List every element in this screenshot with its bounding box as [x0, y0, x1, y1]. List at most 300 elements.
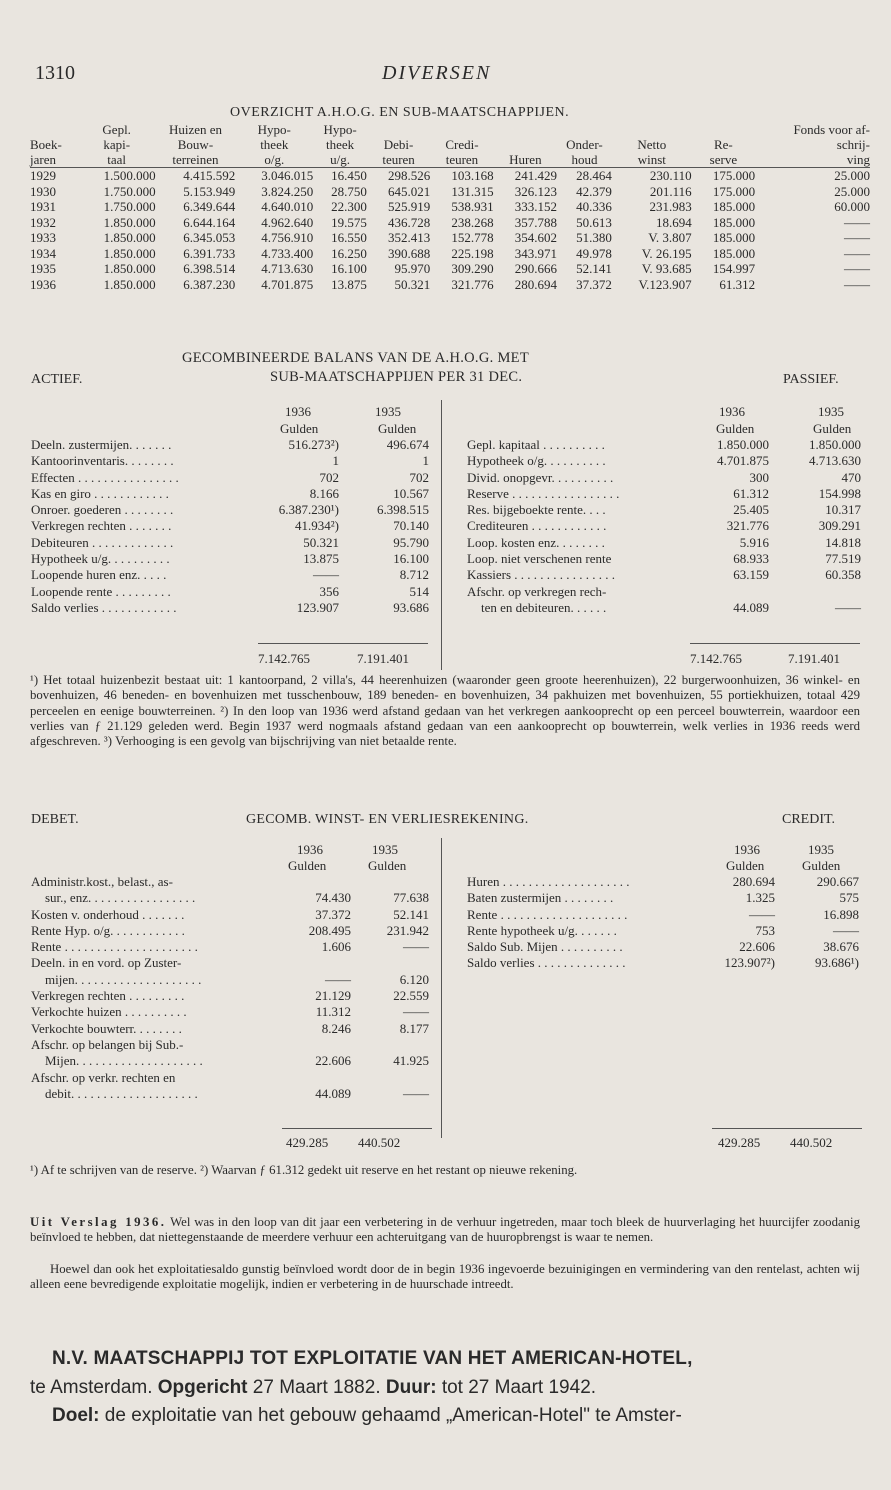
overview-cell: 525.919	[388, 199, 431, 214]
debet-label: Administr.kost., belast., as-	[31, 874, 173, 889]
overview-cell: ——	[844, 276, 870, 292]
overview-cell: 185.000	[712, 199, 756, 214]
overview-cell: 185.000	[712, 214, 756, 230]
overview-cell: 185.000	[712, 230, 756, 245]
overview-header-2	[156, 122, 236, 168]
actief-label: Effecten . . . . . . . . . . . . . . . .	[31, 469, 179, 485]
debet-value	[271, 955, 351, 971]
actief-value: 6.387.230¹)	[278, 502, 339, 518]
overview-header-line: jaren	[30, 152, 56, 167]
overview-header-line: serve	[709, 152, 738, 167]
overview-header-line: Hypo-	[323, 122, 357, 137]
passief-value: 60.358	[825, 567, 861, 583]
overview-cell: 131.315	[451, 183, 494, 199]
debet-value: 41.925	[393, 1053, 429, 1069]
passief-row	[467, 535, 861, 551]
passief-sum-line	[690, 643, 860, 644]
overview-cell: V. 26.195	[641, 245, 692, 261]
debet-label: Deeln. in en vord. op Zuster-	[31, 955, 182, 971]
debet-row	[31, 907, 429, 923]
overview-cell: 1934	[30, 245, 56, 261]
debet-value: 1.606	[321, 939, 351, 955]
overview-header-line: theek	[326, 137, 355, 152]
debet-row	[31, 939, 429, 955]
company-line-2	[30, 1377, 596, 1399]
credit-unit-1935: Gulden	[802, 858, 841, 873]
overview-header-line: Debi-	[383, 137, 414, 152]
balance-title: GECOMBINEERDE BALANS VAN DE A.H.O.G. MET	[182, 350, 529, 366]
passief-row	[467, 437, 861, 453]
passief-value	[769, 584, 861, 600]
balance-subtitle: SUB-MAATSCHAPPIJEN PER 31 DEC.	[270, 369, 523, 385]
debet-label: Verkregen rechten . . . . . . . . .	[31, 988, 185, 1004]
overview-cell: 25.000	[834, 168, 870, 183]
actief-value: 16.100	[393, 551, 429, 567]
credit-label: Baten zustermijen . . . . . . . .	[467, 890, 614, 906]
actief-value: 41.934²)	[295, 518, 339, 534]
balance-footnotes: ¹) Het totaal huizenbezit bestaat uit: 1 kantoorpand, 2 villa's, 44 heerenhuizen (waaronder geen groote heerenhuizen), 22 burgerwoonhuizen, 36 winkel- en bovenhuizen, 46 beneden- en bovenhuizen met tusschenbouw, 189 beneden- en bovenhuizen, 34 pakhuizen met bovenhuizen, 55 portiekhuizen, totaal 429 perceelen en eenige bouwterreinen. ²) In den loop van 1936 werd afstand gedaan van het verkregen aankooprecht op een perceel bouwterrein, waardoor een verlies van ƒ 21.129 geleden werd. Begin 1937 werd nogmaals afstand gedaan van een aankooprecht op bouwterrein, welk verlies in 1936 reeds werd afgeschreven. ³) Verhooging is een gevolg van bijschrijving van niet betaalde rente.	[30, 673, 860, 749]
passief-label: Hypotheek o/g. . . . . . . . . .	[467, 453, 606, 469]
overview-cell: 230.110	[649, 168, 692, 183]
actief-value: 13.875	[303, 551, 339, 567]
overview-cell: 51.380	[576, 230, 612, 245]
actief-value: 8.712	[399, 567, 429, 583]
actief-label: Debiteuren . . . . . . . . . . . . .	[31, 534, 174, 550]
credit-label: Rente . . . . . . . . . . . . . . . . . . . .	[467, 906, 628, 922]
overview-cell: 1935	[30, 261, 56, 276]
overview-cell: 1.850.000	[103, 214, 156, 230]
overview-cell: 175.000	[712, 168, 756, 183]
debet-label: Mijen. . . . . . . . . . . . . . . . . . . .	[45, 1053, 203, 1069]
overview-cell: 4.733.400	[261, 245, 314, 261]
overview-cell: 201.116	[649, 183, 692, 199]
debet-label: Verkochte huizen . . . . . . . . . .	[31, 1004, 187, 1020]
overview-header-0	[30, 122, 78, 168]
overview-row	[30, 246, 870, 262]
debet-unit-1935: Gulden	[368, 858, 407, 873]
debet-row	[31, 955, 429, 971]
overview-header-line: Re-	[713, 137, 733, 152]
credit-total-1936: 429.285	[718, 1135, 761, 1150]
overview-cell: ——	[844, 261, 870, 276]
overview-header-7	[494, 122, 557, 168]
pl-title: GECOMB. WINST- EN VERLIESREKENING.	[246, 812, 529, 827]
passief-table	[467, 437, 861, 616]
actief-value: 1	[332, 453, 339, 469]
debet-value: 231.942	[386, 922, 429, 938]
overview-cell: ——	[844, 214, 870, 230]
overview-cell: 390.688	[388, 245, 431, 261]
overview-cell: 231.983	[649, 199, 692, 214]
debet-sum-line	[282, 1128, 432, 1129]
overview-cell: 238.268	[451, 214, 494, 230]
overview-header-8	[557, 122, 612, 168]
overview-header-5	[367, 122, 430, 168]
passief-row	[467, 600, 861, 616]
debet-total-1935: 440.502	[358, 1135, 401, 1150]
debet-value	[351, 874, 429, 890]
overview-cell: 185.000	[712, 245, 756, 261]
pl-divider	[441, 838, 442, 1138]
overview-cell: 154.997	[712, 261, 756, 276]
debet-label: DEBET.	[31, 812, 79, 827]
overview-cell: 1.850.000	[103, 261, 156, 276]
overview-header-line: Fonds voor af-	[793, 122, 870, 137]
passief-value: 1.850.000	[809, 437, 861, 452]
actief-total-1936: 7.142.765	[258, 651, 310, 666]
passief-value: 1.850.000	[717, 437, 769, 452]
overview-cell: 3.824.250	[261, 183, 314, 199]
company-location: te Amsterdam.	[30, 1377, 158, 1398]
passief-value: 61.312	[733, 485, 769, 501]
credit-value: 575	[839, 890, 859, 906]
overview-header-line: houd	[571, 152, 598, 167]
credit-value: 1.325	[745, 890, 775, 906]
overview-cell: 37.372	[576, 276, 612, 292]
overview-header-10	[692, 122, 755, 168]
overview-header-line: Huren	[509, 152, 542, 167]
debet-value	[271, 874, 351, 890]
company-name: N.V. MAATSCHAPPIJ TOT EXPLOITATIE VAN HET AMERICAN-HOTEL,	[52, 1348, 693, 1369]
overview-header-line: o/g.	[264, 152, 285, 167]
overview-cell: 28.464	[576, 168, 612, 183]
overview-table-title: OVERZICHT A.H.O.G. EN SUB-MAATSCHAPPIJEN.	[230, 105, 570, 120]
overview-cell: 352.413	[388, 230, 431, 245]
actief-label: Kas en giro . . . . . . . . . . . .	[31, 485, 169, 501]
passief-label: Res. bijgeboekte rente. . . .	[467, 502, 606, 518]
actief-label: Hypotheek u/g. . . . . . . . . .	[31, 551, 170, 567]
overview-row	[30, 230, 870, 246]
overview-cell: 16.550	[331, 230, 367, 245]
actief-label: Loopende rente . . . . . . . . .	[31, 583, 171, 599]
credit-row	[467, 923, 859, 939]
overview-cell: 6.391.733	[183, 245, 236, 261]
credit-row	[467, 890, 859, 906]
overview-cell: 152.778	[451, 230, 494, 245]
overview-cell: 309.290	[451, 261, 494, 276]
credit-row	[467, 874, 859, 890]
credit-sum-line	[712, 1128, 862, 1129]
overview-cell: 1929	[30, 168, 56, 183]
debet-value	[351, 1037, 429, 1053]
debet-label: Rente Hyp. o/g. . . . . . . . . . . .	[31, 922, 185, 938]
passief-row	[467, 584, 861, 600]
actief-label: Loopende huren enz. . . . .	[31, 567, 167, 583]
overview-cell: 19.575	[331, 214, 367, 230]
overview-cell: 49.978	[576, 245, 612, 261]
overview-header-line: Onder-	[566, 137, 603, 152]
overview-cell: 538.931	[451, 199, 494, 214]
passief-value: 300	[749, 469, 769, 485]
passief-value: 5.916	[739, 534, 769, 550]
credit-value: 16.898	[823, 906, 859, 922]
overview-cell: 1936	[30, 276, 56, 292]
opgericht-label: Opgericht	[157, 1377, 248, 1398]
overview-cell: 40.336	[576, 199, 612, 214]
passief-year-1935: 1935	[818, 404, 844, 419]
overview-cell: 103.168	[451, 168, 494, 183]
credit-total-1935: 440.502	[790, 1135, 833, 1150]
passief-value: 63.159	[733, 567, 769, 583]
debet-value: 208.495	[308, 922, 351, 938]
passief-label: Loop. niet verschenen rente	[467, 551, 612, 567]
actief-value: 123.907	[296, 599, 339, 615]
debet-unit-1936: Gulden	[288, 858, 327, 873]
actief-sum-line	[258, 643, 428, 644]
debet-value: ——	[403, 939, 429, 955]
overview-cell: V.123.907	[638, 276, 692, 292]
debet-value: 37.372	[315, 906, 351, 922]
overview-cell: 42.379	[576, 183, 612, 199]
overview-header-line: teuren	[382, 152, 415, 167]
debet-row	[31, 988, 429, 1004]
actief-unit-1936: Gulden	[280, 421, 319, 436]
debet-row	[31, 1086, 429, 1102]
actief-row	[31, 600, 429, 616]
passief-value: 68.933	[733, 551, 769, 567]
page-number: 1310	[35, 62, 75, 84]
debet-value: 21.129	[315, 988, 351, 1004]
overview-cell: 1.850.000	[103, 230, 156, 245]
overview-cell: 50.613	[576, 214, 612, 230]
debet-value	[351, 1070, 429, 1086]
overview-cell: 298.526	[388, 168, 431, 183]
overview-cell: V. 93.685	[641, 261, 692, 276]
overview-cell: 52.141	[576, 261, 612, 276]
overview-cell: 290.666	[514, 261, 558, 276]
actief-row	[31, 551, 429, 567]
actief-value: 70.140	[393, 518, 429, 534]
overview-cell: 241.429	[514, 168, 558, 183]
debet-value: ——	[403, 1085, 429, 1101]
actief-value: 8.166	[309, 485, 339, 501]
debet-row	[31, 890, 429, 906]
debet-row	[31, 1037, 429, 1053]
credit-table	[467, 874, 859, 972]
passief-row	[467, 551, 861, 567]
passief-total-1936: 7.142.765	[690, 651, 742, 666]
doel-text: de exploitatie van het gebouw gehaamd „American-Hotel" te Amster-	[99, 1405, 682, 1426]
overview-cell: 280.694	[514, 276, 558, 292]
overview-cell: 175.000	[712, 183, 756, 199]
passief-label: Gepl. kapitaal . . . . . . . . . .	[467, 437, 605, 452]
debet-value: 22.606	[315, 1053, 351, 1069]
passief-row	[467, 518, 861, 534]
actief-label: Kantoorinventaris. . . . . . . .	[31, 453, 174, 469]
doel-label: Doel:	[52, 1405, 100, 1426]
overview-cell: 1930	[30, 183, 56, 199]
passief-value: 77.519	[825, 551, 861, 567]
overview-cell: 6.644.164	[183, 214, 236, 230]
actief-value: 514	[409, 583, 429, 599]
overview-cell: 1933	[30, 230, 56, 245]
actief-value: 702	[319, 469, 339, 485]
overview-row	[30, 168, 870, 184]
debet-value: 8.177	[399, 1020, 429, 1036]
overview-header-9	[612, 122, 692, 168]
overview-cell: 5.153.949	[183, 183, 236, 199]
overview-cell: 354.602	[514, 230, 558, 245]
credit-value: 123.907²)	[724, 955, 775, 971]
overview-cell: 22.300	[331, 199, 367, 214]
passief-row	[467, 567, 861, 583]
passief-row	[467, 470, 861, 486]
passief-label: PASSIEF.	[783, 372, 839, 387]
credit-label: Rente hypotheek u/g. . . . . . .	[467, 922, 617, 938]
overview-cell: 95.970	[394, 261, 431, 276]
overview-cell: 18.694	[655, 214, 692, 230]
debet-value: 44.089	[315, 1085, 351, 1101]
passief-label: Divid. onopgevr. . . . . . . . . .	[467, 469, 614, 485]
actief-label: Deeln. zustermijen. . . . . . .	[31, 437, 172, 452]
overview-cell: 3.046.015	[261, 168, 314, 183]
overview-cell: 1.850.000	[103, 245, 156, 261]
overview-header-line: teuren	[445, 152, 479, 167]
actief-row	[31, 437, 429, 453]
overview-cell: ——	[844, 245, 870, 261]
actief-table	[31, 437, 429, 616]
debet-label: mijen. . . . . . . . . . . . . . . . . . . .	[45, 971, 202, 987]
actief-unit-1935: Gulden	[378, 421, 417, 436]
actief-label: ACTIEF.	[31, 372, 83, 387]
debet-value: 52.141	[393, 906, 429, 922]
passief-value: 470	[841, 469, 861, 485]
pl-footnotes: ¹) Af te schrijven van de reserve. ²) Waarvan ƒ 61.312 gedekt uit reserve en het restant op nieuwe rekening.	[30, 1163, 578, 1177]
overview-row	[30, 261, 870, 277]
overview-cell: 645.021	[388, 183, 431, 199]
overview-cell: ——	[844, 230, 870, 245]
credit-value: ——	[749, 906, 775, 922]
passief-row	[467, 502, 861, 518]
overview-cell: 6.398.514	[183, 261, 236, 276]
overview-cell: 326.123	[514, 183, 558, 199]
balance-divider	[441, 400, 442, 670]
overview-header-line: u/g.	[330, 152, 351, 167]
duur-value: tot 27 Maart 1942.	[436, 1377, 597, 1398]
debet-value: 22.559	[393, 988, 429, 1004]
debet-value: 11.312	[315, 1004, 351, 1020]
overview-cell: 28.750	[331, 183, 367, 199]
credit-unit-1936: Gulden	[726, 858, 765, 873]
debet-label: sur., enz. . . . . . . . . . . . . . . . .	[45, 890, 196, 906]
credit-row	[467, 955, 859, 971]
overview-header-line: Bouw-	[177, 137, 214, 152]
overview-header-line: schrij-	[836, 137, 870, 152]
debet-row	[31, 923, 429, 939]
credit-label: CREDIT.	[782, 812, 836, 827]
debet-value: 77.638	[393, 890, 429, 906]
overview-cell: 1.850.000	[103, 276, 156, 292]
overview-cell: 61.312	[719, 276, 756, 292]
debet-row	[31, 1053, 429, 1069]
overview-header-line: Hypo-	[257, 122, 291, 137]
overview-cell: 436.728	[388, 214, 431, 230]
overview-header-line: Credi-	[445, 137, 479, 152]
actief-value: 50.321	[303, 534, 339, 550]
credit-year-1935-label: 1935	[808, 842, 834, 857]
overview-cell: 4.962.640	[261, 214, 314, 230]
debet-label: Kosten v. onderhoud . . . . . . .	[31, 906, 185, 922]
passief-value: 25.405	[733, 502, 769, 518]
overview-row	[30, 184, 870, 200]
debet-value: 8.246	[321, 1020, 351, 1036]
credit-value: 93.686¹)	[815, 955, 859, 971]
passief-label: Loop. kosten enz. . . . . . . .	[467, 534, 605, 550]
credit-label: Huren . . . . . . . . . . . . . . . . . . . .	[467, 874, 630, 889]
actief-row	[31, 567, 429, 583]
debet-value: ——	[403, 1004, 429, 1020]
credit-value: ——	[833, 922, 859, 938]
passief-value: 4.713.630	[809, 453, 861, 469]
overview-cell: 333.152	[514, 199, 558, 214]
overview-table	[30, 122, 870, 292]
credit-row	[467, 907, 859, 923]
actief-row	[31, 535, 429, 551]
debet-value: ——	[325, 971, 351, 987]
debet-label: Afschr. op belangen bij Sub.-	[31, 1036, 184, 1052]
credit-value: 753	[755, 922, 775, 938]
actief-year-1935: 1935	[375, 404, 401, 419]
actief-row	[31, 518, 429, 534]
debet-row	[31, 972, 429, 988]
passief-value: 10.317	[825, 502, 861, 518]
overview-header-line: taal	[107, 152, 127, 167]
passief-value	[677, 584, 769, 600]
debet-value	[271, 1037, 351, 1053]
report-text-1: Wel was in den loop van dit jaar een verbetering in de verhuur ingetreden, maar toch bleek de huurverlaging het huurcijfer zoodanig beïnvloed te hebben, dat niettegenstaande de meerdere verhuur een achteruitgang van de huuropbrengst is waar te nemen.	[30, 1215, 860, 1245]
overview-cell: 6.349.644	[183, 199, 236, 214]
credit-row	[467, 939, 859, 955]
overview-header-line: kapi-	[103, 137, 131, 152]
passief-row	[467, 486, 861, 502]
debet-row	[31, 874, 429, 890]
actief-value: 95.790	[393, 534, 429, 550]
credit-label: Saldo verlies . . . . . . . . . . . . . .	[467, 955, 626, 971]
debet-label: Afschr. op verkr. rechten en	[31, 1069, 176, 1085]
overview-cell: 1.750.000	[103, 183, 156, 199]
credit-value: 280.694	[732, 874, 775, 889]
debet-value: 74.430	[315, 890, 351, 906]
actief-value: 356	[319, 583, 339, 599]
actief-value: 6.398.515	[377, 502, 429, 518]
overview-header-line: Huizen en	[168, 122, 222, 137]
actief-label: Onroer. goederen . . . . . . . .	[31, 502, 174, 518]
overview-row	[30, 199, 870, 215]
overview-cell: 1.500.000	[103, 168, 156, 183]
overview-cell: 16.250	[331, 245, 367, 261]
debet-total-1936: 429.285	[286, 1135, 329, 1150]
passief-label: ten en debiteuren. . . . . .	[481, 599, 607, 615]
overview-cell: 4.713.630	[261, 261, 314, 276]
overview-cell: 16.100	[331, 261, 367, 276]
debet-value: 6.120	[399, 971, 429, 987]
overview-row	[30, 277, 870, 293]
actief-value: ——	[313, 567, 339, 583]
actief-year-1936: 1936	[285, 404, 311, 419]
overview-header-line: Boek-	[30, 137, 62, 152]
debet-row	[31, 1070, 429, 1086]
actief-value: 496.674	[386, 437, 429, 452]
opgericht-date: 27 Maart 1882.	[247, 1377, 386, 1398]
passief-value: ——	[835, 599, 861, 615]
overview-cell: 50.321	[394, 276, 431, 292]
overview-header-line: ving	[846, 152, 870, 167]
passief-unit-1936: Gulden	[716, 421, 755, 436]
passief-label: Afschr. op verkregen rech-	[467, 583, 607, 599]
overview-cell: 321.776	[451, 276, 494, 292]
passief-unit-1935: Gulden	[813, 421, 852, 436]
overview-cell: 16.450	[331, 168, 367, 183]
